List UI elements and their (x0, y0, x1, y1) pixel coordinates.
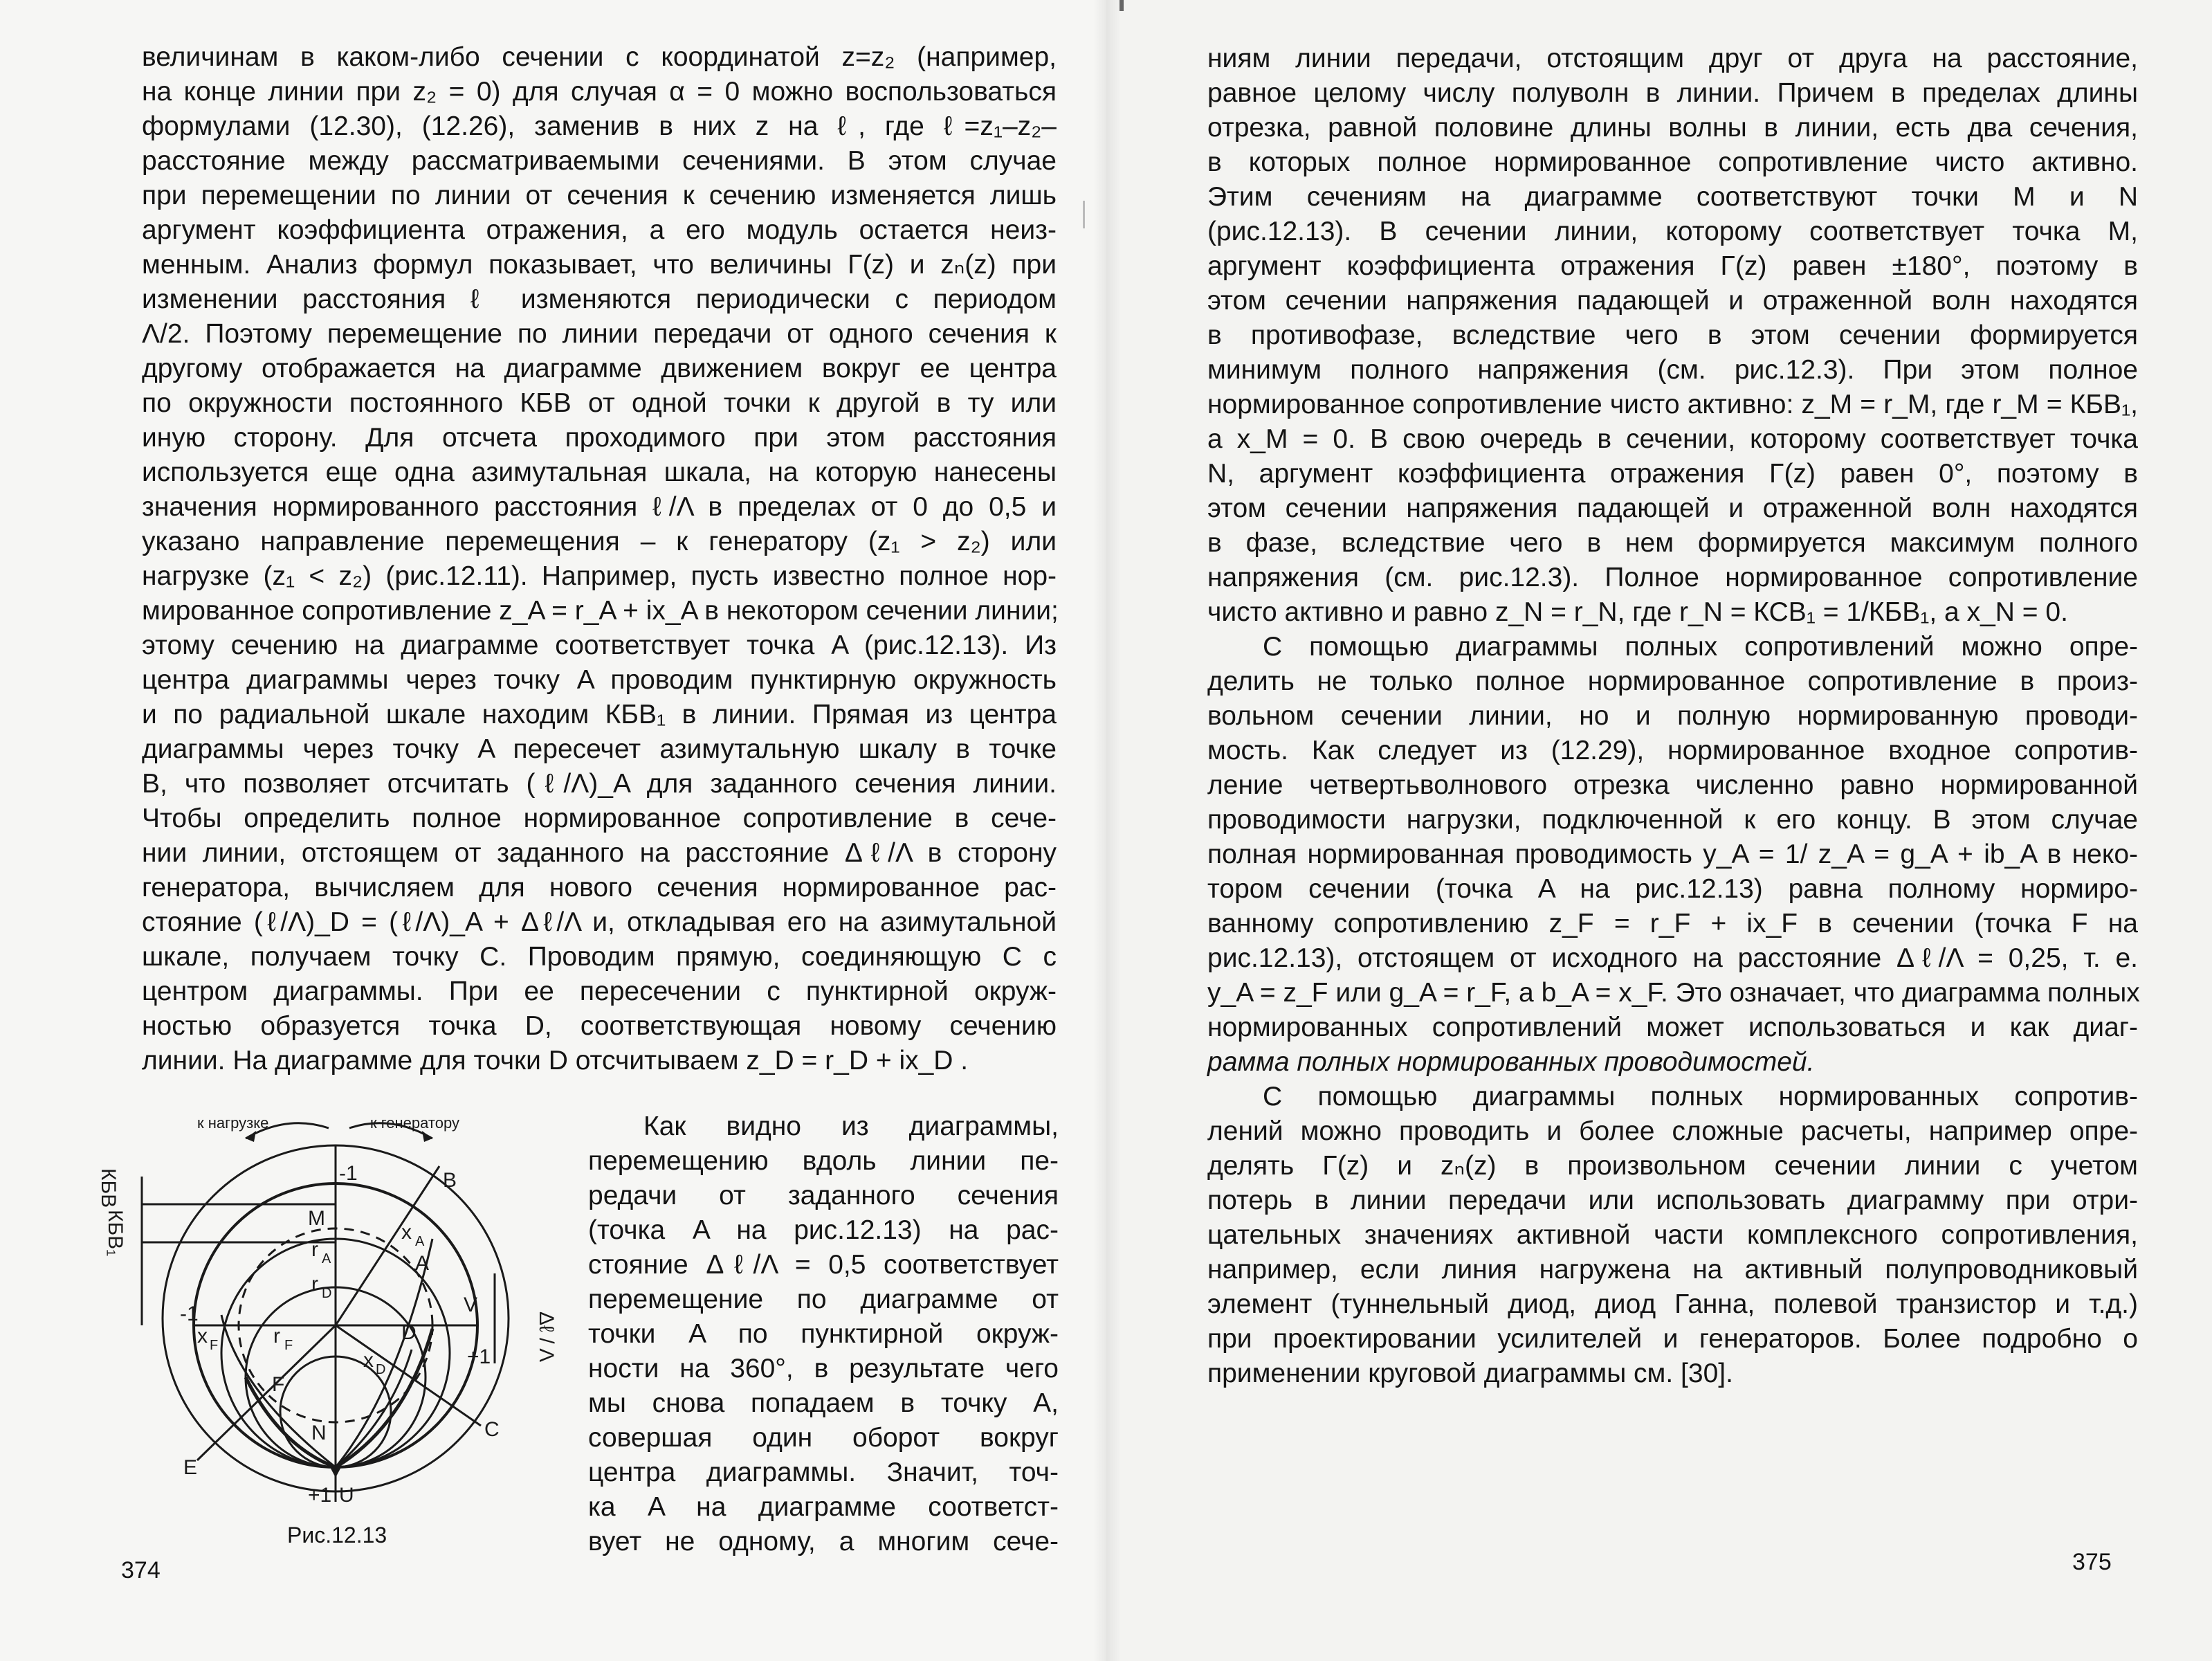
text-line: при проектировании усилителей и генераторов. Более подробно о (1207, 1324, 2138, 1354)
scan-mark-top (1119, 0, 1124, 11)
text-line: например, если линия нагружена на активный полупроводниковый (1207, 1255, 2138, 1285)
text-line: точки A по пунктирной окруж- (588, 1319, 1059, 1349)
text-line: центра диаграммы. Значит, точ- (588, 1458, 1059, 1487)
text-line: (рис.12.13). В сечении линии, которому соответствует точка M, (1207, 217, 2138, 246)
text-line: стояние (ℓ/Λ)_D = (ℓ/Λ)_A + Δℓ/Λ и, откладывая его на азимутальной (142, 907, 1057, 937)
text-line: B, что позволяет отсчитать (ℓ/Λ)_A для заданного сечения линии. (142, 769, 1057, 799)
text-line: центра диаграммы через точку A проводим пунктирную окружность (142, 665, 1057, 695)
point-F-label: F (272, 1373, 285, 1396)
xA-sub-label: A (415, 1234, 425, 1249)
minus1-left-label: -1 (180, 1303, 199, 1325)
text-line: диаграммы через точку A пересечет азимутальную шкалу в точке (142, 734, 1057, 764)
text-line: ление четвертьволнового отрезка численно равно нормированной (1207, 770, 2138, 800)
point-M-label: M (308, 1207, 325, 1230)
text-line: ности на 360°, в результате чего (588, 1354, 1059, 1383)
rA-label: r (311, 1238, 318, 1261)
xA-label: x (401, 1221, 412, 1244)
text-line: по окружности постоянного КБВ от одной точки к другой в ту или (142, 388, 1057, 418)
text-line: и по радиальной шкале находим КБВ₁ в линии. Прямая из центра (142, 700, 1057, 729)
text-line: перемещению вдоль линии пе- (588, 1146, 1059, 1176)
rD-label: r (311, 1273, 318, 1296)
text-line: цательных значениях активной части комплексного сопротивления, (1207, 1220, 2138, 1250)
rA-sub-label: A (322, 1251, 331, 1267)
text-line: расстояние между рассматриваемыми сечениями. В этом случае (142, 146, 1057, 176)
point-U-label: U (339, 1484, 354, 1507)
text-line: в которых полное нормированное сопротивление чисто активно. (1207, 147, 2138, 177)
text-line: отрезка, равной половине длины волны в линии, есть два сечения, (1207, 113, 2138, 143)
text-line: рис.12.13), отстоящем от исходного на расстояние Δℓ/Λ = 0,25, т. е. (1207, 943, 2138, 973)
text-line: генератора, вычисляем для нового сечения нормированное рас- (142, 873, 1057, 902)
text-line: значения нормированного расстояния ℓ/Λ в пределах от 0 до 0,5 и (142, 492, 1057, 522)
point-A-label: A (415, 1252, 430, 1275)
text-line: стояние Δℓ/Λ = 0,5 соответствует (588, 1250, 1059, 1280)
plus1-right-label: +1 (467, 1345, 491, 1368)
text-line: указано направление перемещения – к генератору (z₁ > z₂) или (142, 527, 1057, 556)
text-line: при перемещении по линии от сечения к сечению изменяется лишь (142, 181, 1057, 210)
text-line: Этим сечениям на диаграмме соответствуют точки M и N (1207, 182, 2138, 212)
text-line: ванному сопротивлению z_F = r_F + ix_F в сечении (точка F на (1207, 909, 2138, 938)
delta-l-label: Δℓ / Λ (535, 1311, 558, 1363)
text-line: лений можно проводить и более сложные расчеты, например опре- (1207, 1116, 2138, 1146)
to-load-label: к нагрузке (197, 1114, 269, 1132)
text-line: этом сечении напряжения падающей и отраженной волн находятся (1207, 286, 2138, 316)
figure-caption: Рис.12.13 (287, 1523, 387, 1547)
text-line: y_A = z_F или g_A = r_F, а b_A = x_F. Это означает, что диаграмма полных (1207, 978, 2140, 1008)
text-line: другому отображается на диаграмме движением вокруг ее центра (142, 354, 1057, 383)
text-line: центром диаграммы. При ее пересечении с пунктирной окруж- (142, 977, 1057, 1006)
text-line: минимум полного напряжения (см. рис.12.3). При этом полное (1207, 355, 2138, 385)
text-line: величинам в каком-либо сечении с координатой z=z₂ (например, (142, 42, 1057, 72)
point-N-label: N (311, 1422, 327, 1444)
text-line: этом сечении напряжения падающей и отраженной волн находятся (1207, 493, 2138, 523)
book-gutter (1093, 0, 1121, 1661)
text-line: аргумент коэффициента отражения, а его модуль остается неиз- (142, 215, 1057, 245)
text-line: С помощью диаграммы полных нормированных сопротив- (1263, 1082, 2138, 1111)
text-line: С помощью диаграммы полных сопротивлений можно опре- (1263, 632, 2138, 662)
point-V-label: V (464, 1294, 478, 1316)
text-line: а x_M = 0. В свою очередь в сечении, которому соответствует точка (1207, 424, 2138, 454)
page-number-left: 374 (121, 1557, 161, 1583)
text-line: используется еще одна азимутальная шкала, на которую нанесены (142, 457, 1057, 487)
text-line: Чтобы определить полное нормированное сопротивление в сече- (142, 804, 1057, 833)
text-line: иную сторону. Для отсчета проходимого при этом расстояния (142, 423, 1057, 453)
point-E-label: E (183, 1456, 198, 1479)
text-line: этому сечению на диаграмме соответствует точка A (рис.12.13). Из (142, 630, 1057, 660)
text-line: совершая один оборот вокруг (588, 1423, 1059, 1453)
right-page-text (1207, 42, 2138, 1391)
xD-label: x (363, 1349, 374, 1372)
text-line: вольном сечении линии, но и полную нормированную проводи- (1207, 701, 2138, 731)
text-line: изменении расстояния ℓ изменяются периодически с периодом (142, 284, 1057, 314)
text-line: тором сечении (точка A на рис.12.13) равна полному нормиро- (1207, 874, 2138, 904)
text-line: мированное сопротивление z_A = r_A + ix_A в некотором сечении линии; (142, 596, 1059, 626)
smith-chart-svg (97, 1100, 558, 1509)
plus1-bottom-label: +1 (308, 1484, 332, 1507)
text-line: проводимости нагрузки, подключенной к его концу. В этом случае (1207, 805, 2138, 835)
text-line: применении круговой диаграммы см. [30]. (1207, 1359, 1733, 1388)
text-line: элемент (туннельный диод, диод Ганна, полевой транзистор и т.д.) (1207, 1289, 2138, 1319)
text-line: ниям линии передачи, отстоящим друг от друга на расстояние, (1207, 44, 2138, 73)
left-page-text (142, 40, 1057, 1078)
text-line: ностью образуется точка D, соответствующая новому сечению (142, 1011, 1057, 1041)
text-line: нормированное сопротивление чисто активно: z_M = r_M, где r_M = КБВ₁, (1207, 390, 2138, 419)
text-line: аргумент коэффициента отражения Γ(z) равен ±180°, поэтому в (1207, 251, 2138, 281)
point-D-label: D (401, 1321, 417, 1344)
text-line: напряжения (см. рис.12.3). Полное нормированное сопротивление (1207, 563, 2138, 592)
text-line: формулами (12.30), (12.26), заменив в них z на ℓ, где ℓ=z₁–z₂– (142, 111, 1057, 141)
text-line: в фазе, вследствие чего в нем формируется максимум полного (1207, 528, 2138, 558)
text-line: равное целому числу полуволн в линии. Причем в пределах длины (1207, 78, 2138, 108)
to-generator-label: к генератору (370, 1114, 459, 1132)
xF-sub-label: F (210, 1338, 219, 1353)
minus1-top-label: -1 (339, 1162, 358, 1185)
rD-sub-label: D (322, 1286, 332, 1301)
text-line: нии линии, отстоящем от заданного на расстояние Δℓ/Λ в сторону (142, 838, 1057, 868)
text-line: шкале, получаем точку C. Проводим прямую, соединяющую C с (142, 942, 1057, 972)
point-C-label: C (484, 1418, 500, 1441)
text-line: перемещение по диаграмме от (588, 1285, 1059, 1314)
xF-label: x (197, 1325, 208, 1347)
kbv-label: КБВ (97, 1168, 120, 1208)
text-line: менным. Анализ формул показывает, что величины Γ(z) и zₙ(z) при (142, 250, 1057, 280)
kbv1-label: КБВ₁ (104, 1210, 127, 1257)
page-number-right: 375 (2072, 1549, 2112, 1575)
text-line: вует не одному, а многим сече- (588, 1527, 1059, 1556)
text-line: мость. Как следует из (12.29), нормированное входное сопротив- (1207, 736, 2138, 765)
text-line: линии. На диаграмме для точки D отсчитываем z_D = r_D + ix_D . (142, 1046, 969, 1075)
text-line: ка A на диаграмме соответст- (588, 1492, 1059, 1522)
text-line: мы снова попадаем в точку A, (588, 1388, 1059, 1418)
text-line: делить не только полное нормированное сопротивление в произ- (1207, 666, 2138, 696)
text-line: рамма полных нормированных проводимостей. (1207, 1047, 1815, 1077)
rF-sub-label: F (284, 1338, 293, 1353)
xD-sub-label: D (376, 1362, 386, 1377)
text-line: нормированных сопротивлений может использоваться и как диаг- (1207, 1013, 2138, 1042)
text-line: нагрузке (z₁ < z₂) (рис.12.11). Например, пусть известно полное нор- (142, 561, 1057, 591)
text-line: Как видно из диаграммы, (643, 1111, 1059, 1141)
text-line: чисто активно и равно z_N = r_N, где r_N = КСВ₁ = 1/КБВ₁, а x_N = 0. (1207, 597, 2068, 627)
smith-chart-diagram (97, 1100, 558, 1509)
text-line: Λ/2. Поэтому перемещение по линии передачи от одного сечения к (142, 319, 1057, 349)
text-line: на конце линии при z₂ = 0) для случая α = 0 можно воспользоваться (142, 77, 1057, 107)
point-B-label: B (443, 1169, 457, 1192)
rF-label: r (273, 1325, 280, 1347)
left-page-narrow-text (588, 1109, 1059, 1559)
text-line: в противофазе, вследствие чего в этом сечении формируется (1207, 320, 2138, 350)
text-line: потерь в линии передачи или использовать диаграмму при отри- (1207, 1186, 2138, 1215)
text-line: (точка A на рис.12.13) на рас- (588, 1215, 1059, 1245)
text-line: редачи от заданного сечения (588, 1181, 1059, 1210)
text-line: N, аргумент коэффициента отражения Γ(z) равен 0°, поэтому в (1207, 459, 2138, 489)
text-line: делять Γ(z) и zₙ(z) в произвольном сечении линии с учетом (1207, 1151, 2138, 1181)
scan-mark-side (1083, 201, 1085, 228)
text-line: полная нормированная проводимость y_A = 1/ z_A = g_A + ib_A в неко- (1207, 839, 2138, 869)
